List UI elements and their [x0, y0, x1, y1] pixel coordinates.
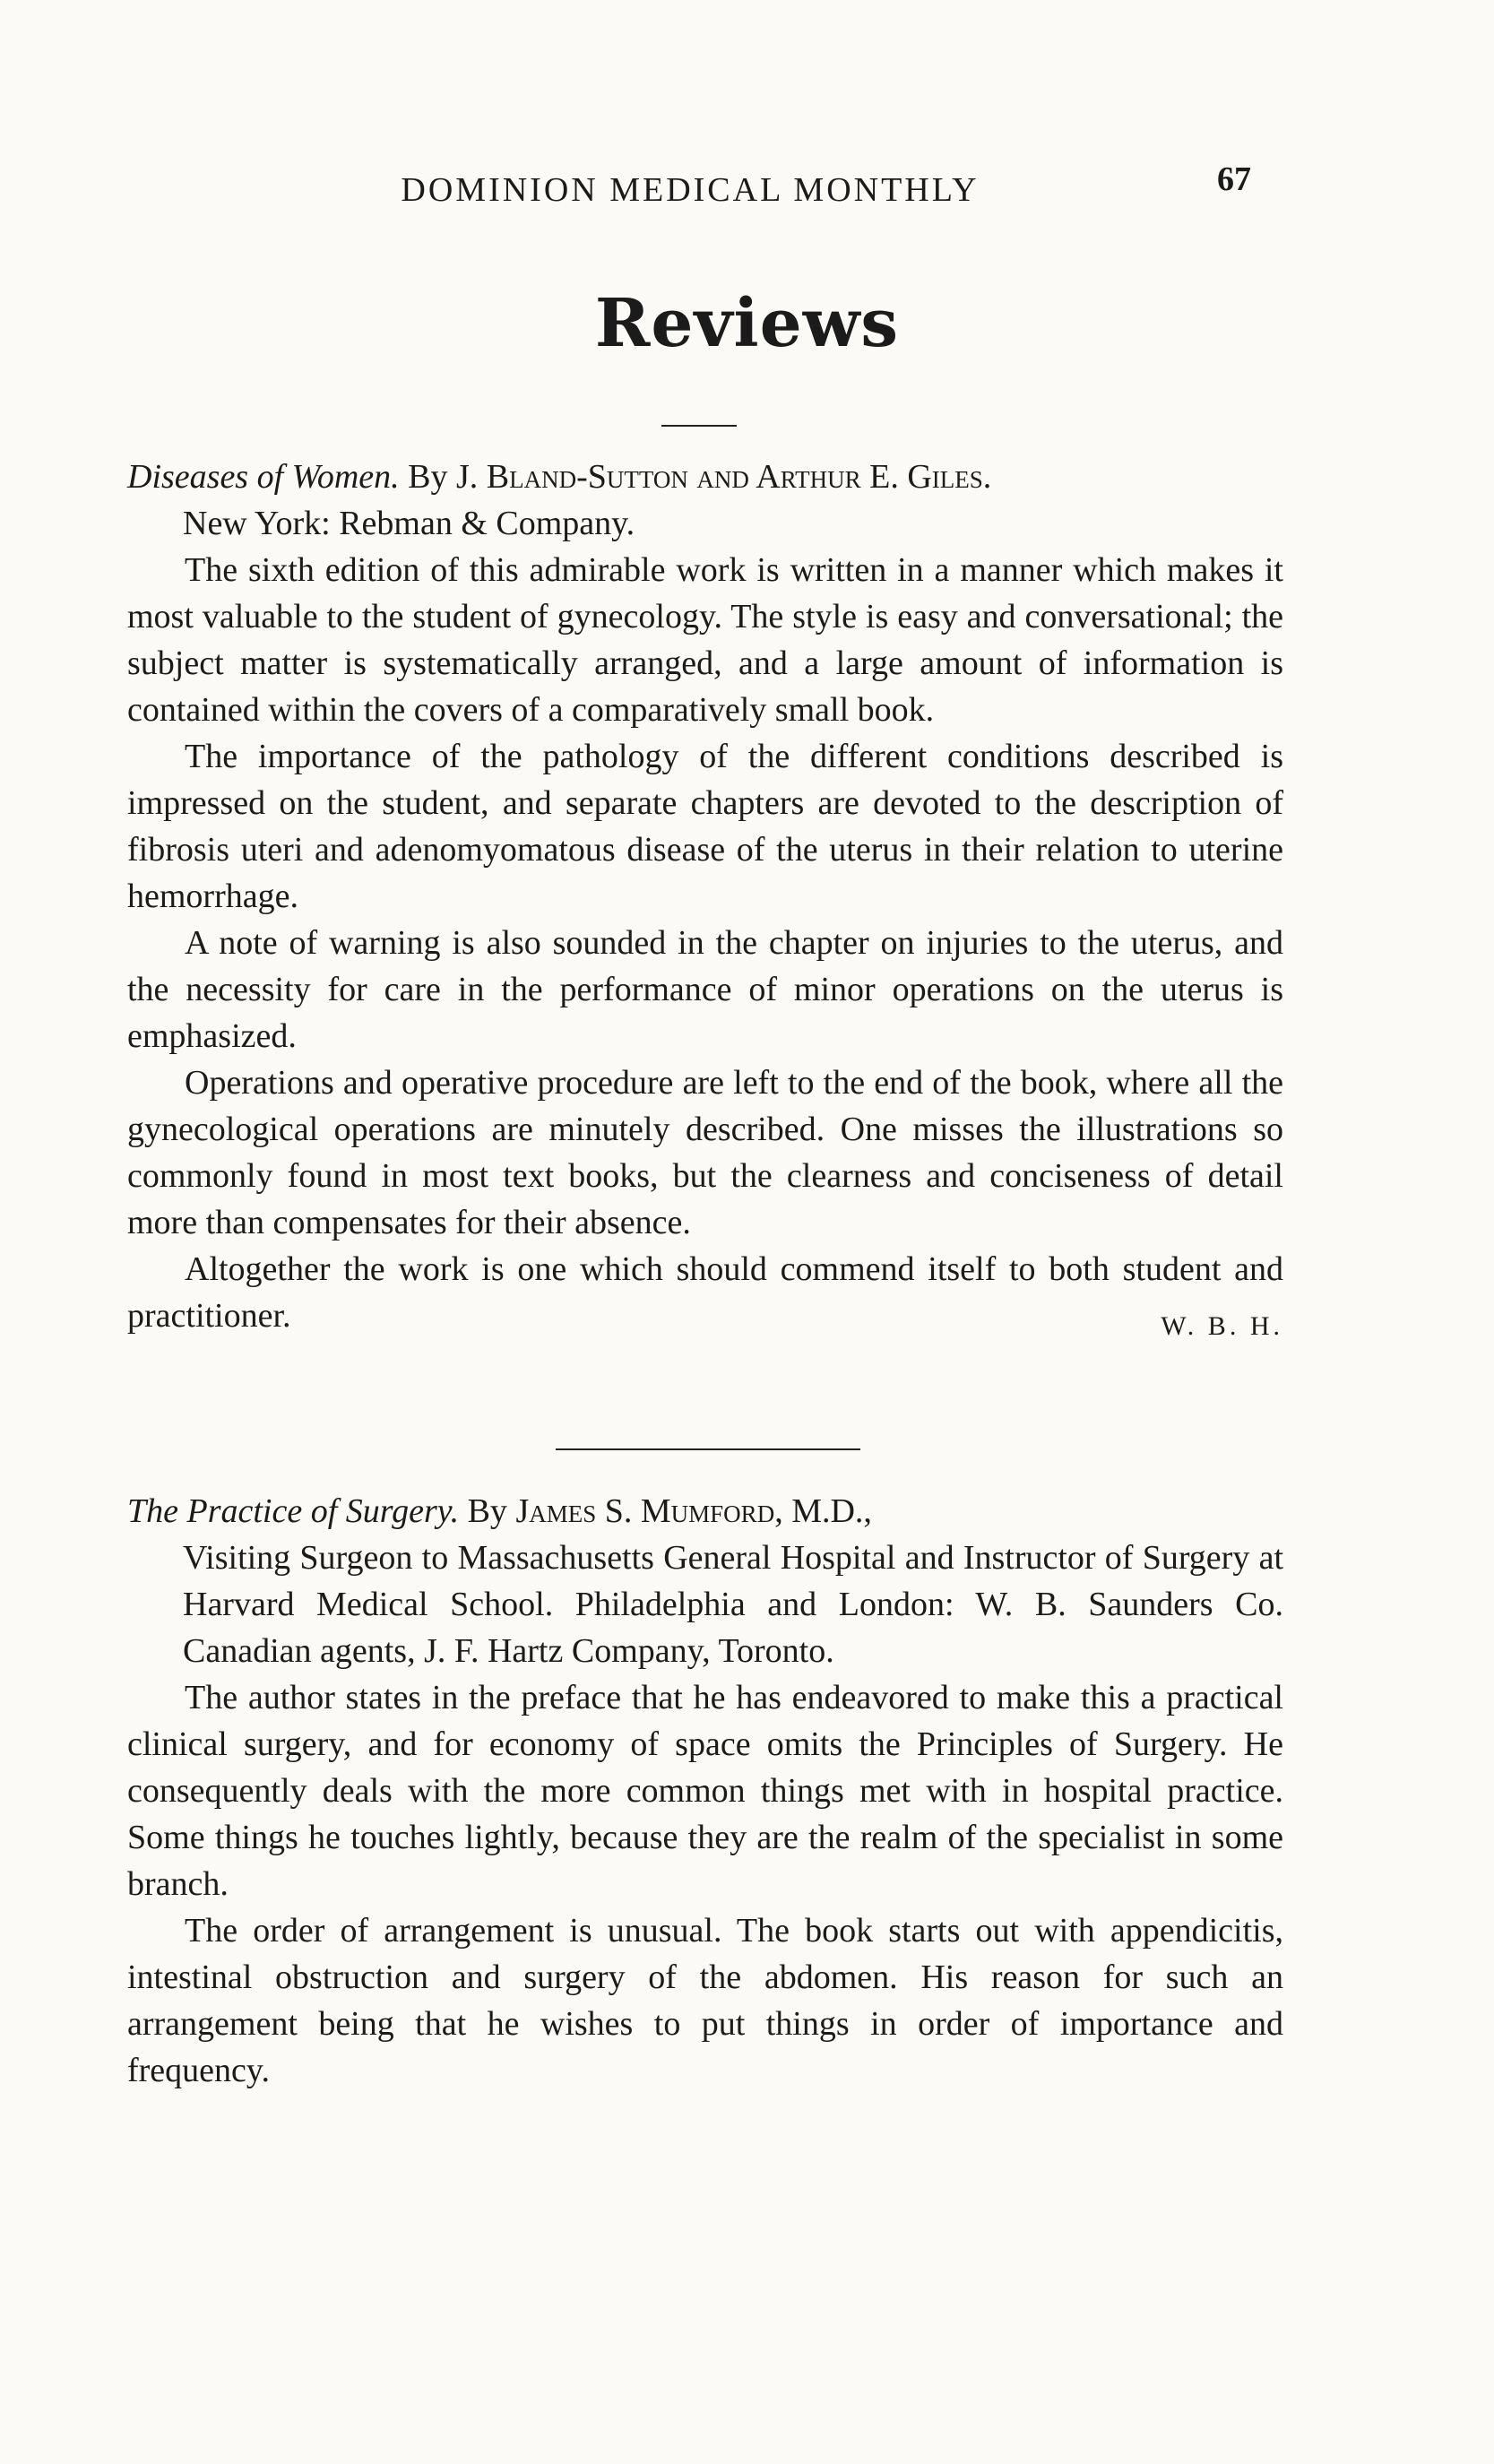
review-paragraph: The importance of the pathology of the different conditions described is impressed on the student, and separate chapters are devoted to the description of fibrosis uteri and adenomyomatous disease of the uterus in their relation to uterine hemorrhage.: [127, 738, 1283, 915]
by-word: By: [467, 1492, 507, 1530]
review-paragraph: The sixth edition of this admirable work is written in a manner which makes it most valuable to the student of gynecology. The style is easy and conversational; the subject matter is systematically arranged, and a large amount of information is contained within the covers of a comparatively small book.: [127, 551, 1283, 729]
review-paragraph: Operations and operative procedure are left to the end of the book, where all the gynecological operations are minutely described. One misses the illustrations so commonly found in most text books, but the clearness and conciseness of detail more than compensates for their absence.: [127, 1064, 1283, 1241]
book-authors: James S. Mumford, M.D.,: [515, 1492, 872, 1530]
book-citation-details: Visiting Surgeon to Massachusetts General Hospital and Instructor of Surgery at Harvard Medical School. Philadelphia and London: W. B. Saunders Co. Canadian agents, J. F. Hartz Company, Toronto.: [183, 1539, 1283, 1670]
review-practice-of-surgery: [127, 1488, 1283, 2094]
review-diseases-of-women: [127, 454, 1283, 1386]
reviewer-signature: W. B. H.: [1161, 1311, 1283, 1341]
review-citation: [127, 454, 1283, 500]
review-paragraph: The author states in the preface that he has endeavored to make this a practical clinical surgery, and for economy of space omits the Principles of Surgery. He consequently deals with the more common things met with in hospital practice. Some things he touches lightly, because they are the realm of the specialist in some branch.: [127, 1679, 1283, 1903]
page-number: 67: [1217, 160, 1251, 198]
running-title: DOMINION MEDICAL MONTHLY: [401, 171, 980, 209]
book-title: Diseases of Women.: [127, 458, 400, 496]
review-paragraph: A note of warning is also sounded in the chapter on injuries to the uterus, and the necessity for care in the performance of minor operations on the uterus is emphasized.: [127, 924, 1283, 1055]
book-title: The Practice of Surgery.: [127, 1492, 460, 1530]
section-title: Reviews: [594, 285, 900, 362]
book-authors: J. Bland-Sutton and Arthur E. Giles.: [456, 458, 992, 496]
title-rule: [661, 425, 737, 427]
review-paragraph: The order of arrangement is unusual. The book starts out with appendicitis, intestinal obstruction and surgery of the abdomen. His reason for such an arrangement being that he wishes to put things in order of importance and frequency.: [127, 1912, 1283, 2089]
review-citation: [127, 1488, 1283, 1535]
by-word: By: [408, 458, 448, 496]
book-publisher: New York: Rebman & Company.: [183, 505, 635, 542]
review-closing-paragraph: Altogether the work is one which should commend itself to both student and practitioner.: [127, 1250, 1283, 1335]
section-divider: [556, 1448, 860, 1450]
signature-line: [127, 1311, 1283, 1386]
